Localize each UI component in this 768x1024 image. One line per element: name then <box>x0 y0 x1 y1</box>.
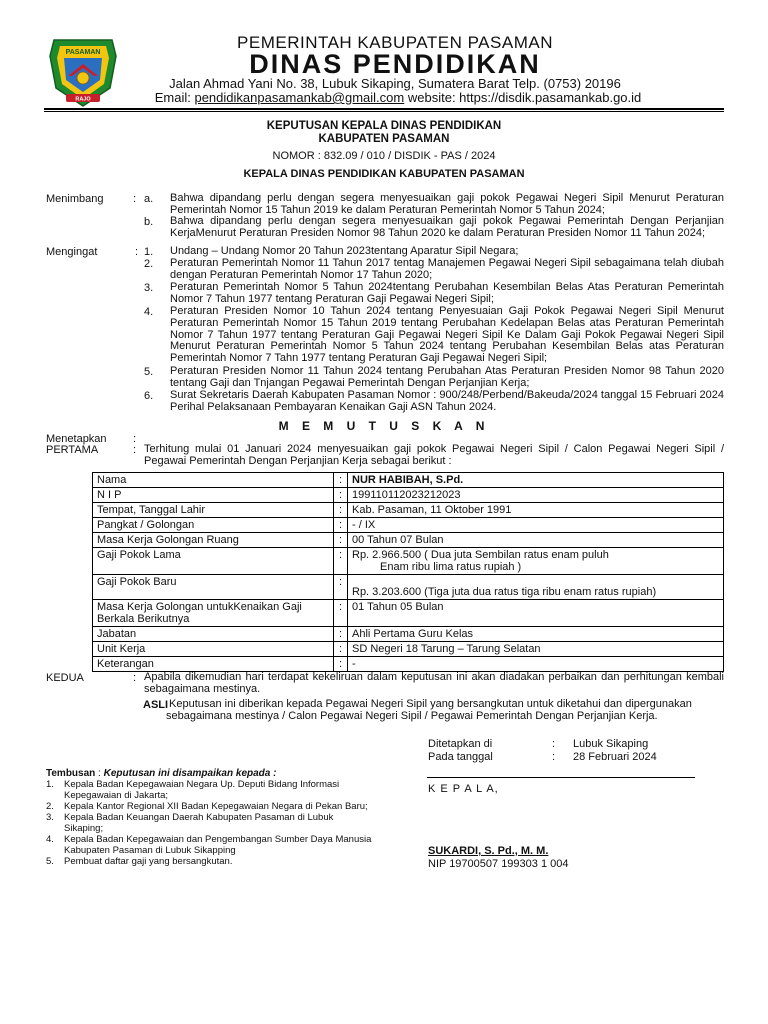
table-row <box>93 548 724 575</box>
email-link[interactable]: pendidikanpasamankab@gmail.com <box>194 90 405 105</box>
menimbang-mark-b: b. <box>144 216 154 228</box>
menimbang-mark-a: a. <box>144 193 154 205</box>
row-colon: : <box>334 600 348 627</box>
decree-title-line2: KABUPATEN PASAMAN <box>318 133 450 145</box>
tembusan-mark-5: 5. <box>46 856 54 867</box>
menimbang-label: Menimbang <box>46 193 104 205</box>
signatory-nip: NIP 19700507 199303 1 004 <box>428 858 569 870</box>
tembusan-item-3-line1: Kepala Badan Keuangan Daerah Kabupaten Pasaman di Lubuk <box>64 812 334 823</box>
table-row <box>93 533 724 548</box>
mengingat-item-6: Surat Sekretaris Daerah Kabupaten Pasaman Nomor : 900/248/Perbend/Bakeuda/2024 tanggal 15 Februari 2024 Perihal Pelaksanaan Pembayaran Kenaikan Gaji ASN Tahun 2024. <box>170 389 724 413</box>
tembusan-mark-2: 2. <box>46 801 54 812</box>
table-row <box>93 657 724 672</box>
tembusan-subtitle: Keputusan ini disampaikan kepada : <box>103 768 277 779</box>
ditetapkan-tgl-label: Pada tanggal <box>428 751 493 763</box>
decree-number: NOMOR : 832.09 / 010 / DISDIK - PAS / 2024 <box>272 150 496 162</box>
signature-title: K E P A L A, <box>428 783 499 795</box>
tembusan-mark-1: 1. <box>46 779 54 790</box>
decree-issuer: KEPALA DINAS PENDIDIKAN KABUPATEN PASAMAN <box>243 168 525 180</box>
row-colon: : <box>334 627 348 642</box>
ditetapkan-tgl-value: 28 Februari 2024 <box>573 751 657 763</box>
row-colon: : <box>334 488 348 503</box>
asli-text-line2: sebagaimana mestinya / Calon Pegawai Negeri Sipil / Pegawai Pemerintah Dengan Perjanjian Kerja. <box>166 710 658 722</box>
mengingat-label: Mengingat <box>46 246 98 258</box>
row-label: Pangkat / Golongan <box>93 518 334 533</box>
row-colon: : <box>334 533 348 548</box>
header-agency: DINAS PENDIDIKAN <box>249 49 541 79</box>
row-label: Keterangan <box>93 657 334 672</box>
old-salary <box>348 548 724 575</box>
email-label: Email: <box>154 90 191 105</box>
tembusan-heading: Tembusan : Keputusan ini disampaikan kepada : <box>46 768 277 779</box>
table-row <box>93 575 724 600</box>
logo-text-bottom: RAJO <box>75 96 91 103</box>
employee-data-table <box>92 472 724 672</box>
mengingat-colon: : <box>135 246 139 258</box>
menetapkan-label: Menetapkan <box>46 433 107 445</box>
row-label: Gaji Pokok Lama <box>93 548 334 575</box>
table-row <box>93 627 724 642</box>
row-label: Tempat, Tanggal Lahir <box>93 503 334 518</box>
mengingat-item-3: Peraturan Pemerintah Nomor 5 Tahun 2024tentang Perubahan Kesembilan Belas Atas Peraturan Pemerintah Nomor 7 Tahun 1977 tentang Peraturan Gaji Pegawai Negeri Sipil; <box>170 281 724 305</box>
menetapkan-colon: : <box>133 433 137 445</box>
menimbang-item-a: Bahwa dipandang perlu dengan segera menyesuaikan gaji pokok Pegawai Negeri Sipil Menurut Peraturan Pemerintah Nomor 15 Tahun 2019 ke dalam Peraturan Pemerintah Nomor 5 Tahun 2024; <box>170 192 724 216</box>
row-colon: : <box>334 642 348 657</box>
employee-service-period: 00 Tahun 07 Bulan <box>348 533 724 548</box>
tembusan-item-1-line2: Kepegawaian di Jakarta; <box>64 789 169 801</box>
pasaman-logo <box>44 36 122 108</box>
mengingat-mark-3: 3. <box>144 282 154 294</box>
asli-label: ASLI <box>143 699 169 711</box>
mengingat-item-5: Peraturan Presiden Nomor 11 Tahun 2024 tentang Perubahan Atas Peraturan Presiden Nomor 98 Tahun 2020 tentang Gaji dan Tnjangan Pegawai Pemerintah Dengan Perjanjian Kerja; <box>170 365 724 389</box>
ditetapkan-di-colon: : <box>552 738 556 750</box>
row-colon: : <box>334 657 348 672</box>
employee-birth: Kab. Pasaman, 11 Oktober 1991 <box>348 503 724 518</box>
ditetapkan-tgl-colon: : <box>552 751 556 763</box>
tembusan-item-1-line1: Kepala Badan Kepegawaian Negara Up. Deputi Bidang Informasi <box>64 779 340 790</box>
mengingat-item-1: Undang – Undang Nomor 20 Tahun 2023tentang Aparatur Sipil Negara; <box>170 245 519 257</box>
row-colon: : <box>334 575 348 600</box>
header-rule-thick <box>44 108 724 110</box>
employee-name: NUR HABIBAH, S.Pd. <box>348 473 724 488</box>
pertama-label: PERTAMA <box>46 444 99 456</box>
tembusan-item-1 <box>64 780 394 801</box>
decree-title <box>44 120 724 146</box>
next-increment-period: 01 Tahun 05 Bulan <box>348 600 724 627</box>
asli-text-line1: Keputusan ini diberikan kepada Pegawai Negeri Sipil yang bersangkutan untuk diketahui dan dipergunakan <box>169 698 692 710</box>
table-row <box>93 473 724 488</box>
ditetapkan-di-value: Lubuk Sikaping <box>573 738 649 750</box>
pertama-colon: : <box>133 444 137 456</box>
decree-title-line1: KEPUTUSAN KEPALA DINAS PENDIDIKAN <box>266 120 502 132</box>
row-colon: : <box>334 548 348 575</box>
signatory-name: SUKARDI, S. Pd., M. M. <box>428 845 549 857</box>
row-colon: : <box>334 518 348 533</box>
tembusan-mark-4: 4. <box>46 834 54 845</box>
header-contact <box>128 90 668 105</box>
row-label: Gaji Pokok Baru <box>93 575 334 600</box>
kedua-text: Apabila dikemudian hari terdapat kekeliruan dalam keputusan ini akan diadakan perbaikan dan perhitungan kembali sebagaimana mestinya. <box>144 671 724 695</box>
tembusan-item-3-line2: Sikaping; <box>64 822 104 834</box>
ditetapkan-di-label: Ditetapkan di <box>428 738 493 750</box>
employee-rank: - / IX <box>348 518 724 533</box>
mengingat-item-2: Peraturan Pemerintah Nomor 11 Tahun 2017 tentag Manajemen Pegawai Negeri Sipil sebagaimana telah diubah dengan Peraturan Pemerintah Nomor 17 Tahun 2020; <box>170 257 724 281</box>
row-label: Masa Kerja Golongan untukKenaikan Gaji Berkala Berikutnya <box>93 600 334 627</box>
tembusan-item-3 <box>64 813 394 834</box>
mengingat-mark-4: 4. <box>144 306 154 318</box>
mengingat-mark-2: 2. <box>144 258 154 270</box>
header-address: Jalan Ahmad Yani No. 38, Lubuk Sikaping, Sumatera Barat Telp. (0753) 20196 <box>169 76 621 91</box>
signature-divider <box>427 777 695 778</box>
header-rule-thin <box>44 111 724 112</box>
tembusan-label: Tembusan <box>46 768 96 779</box>
menimbang-item-b: Bahwa dipandang perlu dengan segera menyesuaikan gaji pokok Pegawai Pemerintah Dengan Perjanjian KerjaMenurut Peraturan Presiden Nomor 98 Tahun 2020 ke dalam Peraturan Presiden Nomor 11 Tahun 2024; <box>170 215 724 239</box>
memutuskan-heading: M E M U T U S K A N <box>278 419 490 433</box>
tembusan-item-2: Kepala Kantor Regional XII Badan Kepegawaian Negara di Pekan Baru; <box>64 801 368 812</box>
employee-position: Ahli Pertama Guru Kelas <box>348 627 724 642</box>
kedua-colon: : <box>133 672 137 684</box>
employee-nip: 199110112023212023 <box>348 488 724 503</box>
table-row <box>93 642 724 657</box>
new-salary: Rp. 3.203.600 (Tiga juta dua ratus tiga ribu enam ratus rupiah) <box>348 575 724 600</box>
kedua-label: KEDUA <box>46 672 84 684</box>
row-label: Jabatan <box>93 627 334 642</box>
row-label: Unit Kerja <box>93 642 334 657</box>
table-row <box>93 503 724 518</box>
tembusan-item-5: Pembuat daftar gaji yang bersangkutan. <box>64 856 233 867</box>
menimbang-colon: : <box>133 193 137 205</box>
tembusan-item-4-line1: Kepala Badan Kepegawaian dan Pengembangan Sumber Daya Manusia <box>64 834 372 845</box>
table-row <box>93 488 724 503</box>
tembusan-item-4 <box>64 835 404 856</box>
header-government: PEMERINTAH KABUPATEN PASAMAN <box>237 33 553 52</box>
tembusan-item-4-line2: Kabupaten Pasaman di Lubuk Sikapping <box>64 844 236 856</box>
logo-text-top: PASAMAN <box>65 49 101 56</box>
pertama-text: Terhitung mulai 01 Januari 2024 menyesuaikan gaji pokok Pegawai Negeri Sipil / Calon Pegawai Negeri Sipil / Pegawai Pemerintah Dengan Perjanjian Kerja sebagai berikut : <box>144 443 724 467</box>
tembusan-mark-3: 3. <box>46 812 54 823</box>
table-row <box>93 600 724 627</box>
employee-unit: SD Negeri 18 Tarung – Tarung Selatan <box>348 642 724 657</box>
mengingat-mark-6: 6. <box>144 390 154 402</box>
employee-remarks: - <box>348 657 724 672</box>
row-colon: : <box>334 503 348 518</box>
row-label: Masa Kerja Golongan Ruang <box>93 533 334 548</box>
website-text: website: https://disdik.pasamankab.go.id <box>407 90 642 105</box>
old-salary-line2: Enam ribu lima ratus rupiah ) <box>380 561 522 573</box>
table-row <box>93 518 724 533</box>
mengingat-item-4: Peraturan Presiden Nomor 10 Tahun 2024 tentang Penyesuaian Gaji Pokok Pegawai Negeri Sipil Menurut Peraturan Pemerintah Nomor 15 Tahun 2019 tentang Perubahan Kedelapan Belas atas Peraturan Pemerintah Nomor 7 Tahun 1977 tentang Peraturan Gaji Pegawai Negeri Sipil Ke Dalam Gaji Pokok Pegawai Negeri Sipil Menurut Peraturan Pemerintah Nomor 5 Tahun 2024 tentang Perubahan Kesembilan Belas atas Peraturan Pemerintah Nomor 7 Tahn 1977 tentang Peraturan Gaji Pegawai Negeri Sipil; <box>170 305 724 365</box>
row-label: N I P <box>93 488 334 503</box>
mengingat-mark-1: 1. <box>144 246 154 258</box>
old-salary-line1: Rp. 2.966.500 ( Dua juta Sembilan ratus enam puluh <box>352 549 609 561</box>
mengingat-mark-5: 5. <box>144 366 154 378</box>
row-label: Nama <box>93 473 334 488</box>
row-colon: : <box>334 473 348 488</box>
